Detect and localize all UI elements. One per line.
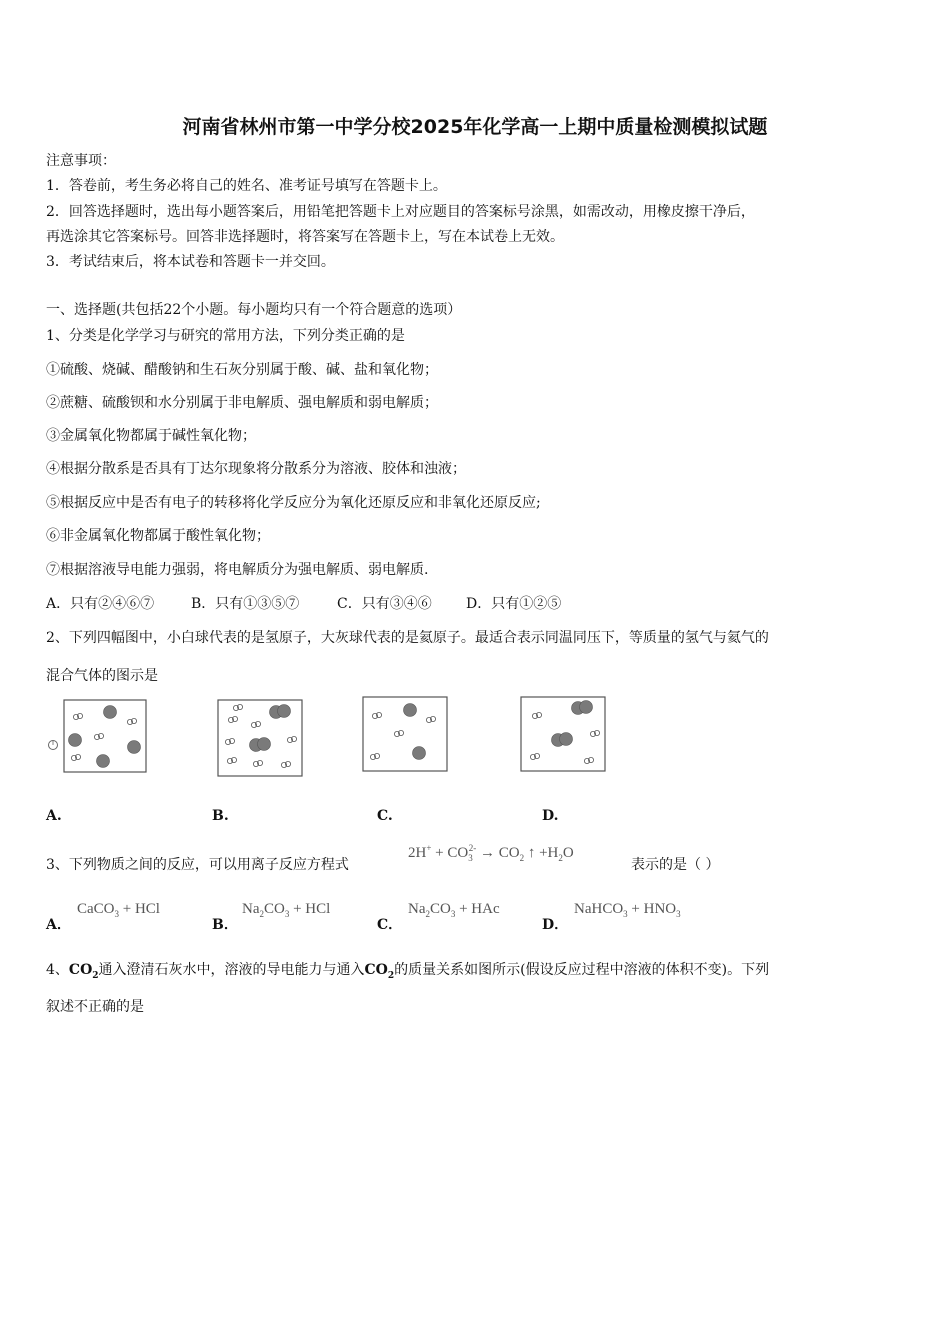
q1-statement: ⑦根据溶液导电能力强弱，将电解质分为强电解质、弱电解质. [46,562,429,578]
q2-stem-cont: 混合气体的图示是 [46,668,158,684]
q2-diagram-b[interactable] [216,698,306,778]
q1-option-c[interactable]: C．只有③④⑥ [337,596,432,612]
q3-stem-suffix: 表示的是（ ） [631,857,720,873]
q2-diagram-a[interactable] [44,695,154,777]
q3-option-c[interactable]: C． [377,917,403,933]
q3-equation: $2H^+ + CO_3^{2-} \to CO_2$ ↑ $+H_2O$ [408,843,574,863]
q3-stem: 3、下列物质之间的反应，可以用离子反应方程式 [46,857,349,873]
q3-option-a[interactable]: A． [46,917,71,933]
q1-option-a[interactable]: A．只有②④⑥⑦ [46,596,155,612]
q1-statement: ③金属氧化物都属于碱性氧化物； [46,428,256,444]
notice-item: 3．考试结束后，将本试卷和答题卡一并交回。 [46,254,335,270]
notice-item: 1．答卷前，考生务必将自己的姓名、准考证号填写在答题卡上。 [46,178,447,194]
q2-diagram-d[interactable] [519,695,609,775]
q1-option-d[interactable]: D．只有①②⑤ [466,596,562,612]
q2-option-a[interactable]: A. [46,808,62,824]
q2-stem: 2、下列四幅图中，小白球代表的是氢原子，大灰球代表的是氦原子。最适合表示同温同压下，等质量的氢气与氦气的 [46,630,769,646]
q1-statement: ⑥非金属氧化物都属于酸性氧化物； [46,528,270,544]
q3-option-b-formula: $Na_2CO_3$ + HCl [242,901,331,919]
q2-option-d[interactable]: D. [542,808,559,824]
q3-option-c-formula: $Na_2CO_3$ + HAc [408,901,500,919]
section-heading: 一、选择题(共包括22个小题。每小题均只有一个符合题意的选项） [46,302,462,318]
q1-stem: 1、分类是化学学习与研究的常用方法，下列分类正确的是 [46,328,405,344]
q2-diagram-c[interactable] [361,695,451,775]
q1-statement: ⑤根据反应中是否有电子的转移将化学反应分为氧化还原反应和非氧化还原反应; [46,495,541,511]
q3-option-d-formula: NaHCO$_3$ + $HNO_3$ [574,901,681,919]
q1-statement: ②蔗糖、硫酸钡和水分别属于非电解质、强电解质和弱电解质； [46,395,438,411]
q1-statement: ④根据分散系是否具有丁达尔现象将分散系分为溶液、胶体和浊液； [46,461,466,477]
q1-statement: ①硫酸、烧碱、醋酸钠和生石灰分别属于酸、碱、盐和氧化物； [46,362,438,378]
q1-option-b[interactable]: B．只有①③⑤⑦ [191,596,300,612]
notice-item: 再选涂其它答案标号。回答非选择题时，将答案写在答题卡上，写在本试卷上无效。 [46,229,564,245]
q3-option-a-formula: CaCO$_3$ + HCl [77,901,160,919]
page-title: 河南省林州市第一中学分校2025年化学高一上期中质量检测模拟试题 [182,116,768,138]
q2-option-c[interactable]: C. [377,808,393,824]
q2-option-b[interactable]: B. [212,808,229,824]
q4-stem: 4、$CO_2$通入澄清石灰水中，溶液的导电能力与通入$CO_2$的质量关系如图所示(假设反应过程中溶液的体积不变)。下列 [46,962,770,981]
q4-stem-cont: 叙述不正确的是 [46,999,144,1015]
notice-item: 2．回答选择题时，选出每小题答案后，用铅笔把答题卡上对应题目的答案标号涂黑，如需改动，用橡皮擦干净后， [46,204,755,220]
q3-option-d[interactable]: D． [542,917,569,933]
notice-heading: 注意事项： [46,153,116,169]
q3-option-b[interactable]: B． [212,917,238,933]
